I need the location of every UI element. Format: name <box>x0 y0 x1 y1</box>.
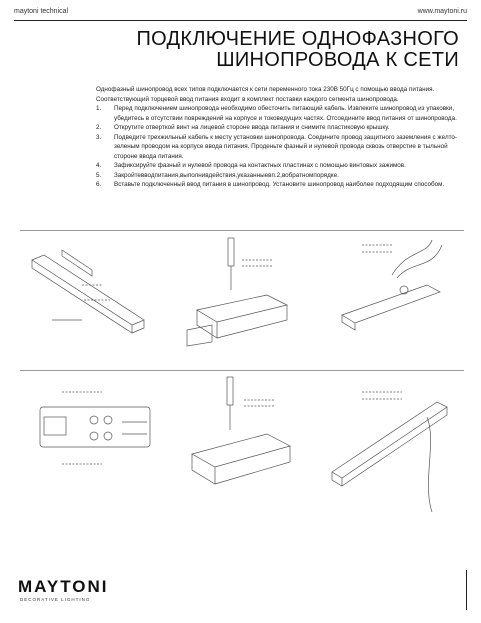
step-text: Открутите отверткой винт на лицевой стороне ввода питания и снимите пластиковую крышку. <box>114 124 390 131</box>
step-number: 6. <box>96 181 102 188</box>
page-title <box>99 29 459 71</box>
title-line-1: ПОДКЛЮЧЕНИЕ ОДНОФАЗНОГО <box>136 28 459 50</box>
step-item <box>96 133 458 162</box>
header-website-link[interactable]: www.maytoni.ru <box>417 8 467 15</box>
step-text: Вставьте подключенный ввод питания в шинопровод. Установите шинопровод наиболее подходящим способом. <box>114 181 445 188</box>
figure-step-5 <box>172 372 312 520</box>
step-number: 2. <box>96 124 102 131</box>
step-item <box>96 171 458 181</box>
illustration-grid <box>20 230 464 560</box>
instructions-body <box>96 85 458 190</box>
step-text: Подведите трехжильный кабель к месту установки шинопровода. Соедините провод защитного заземления с желто-зеленым проводом на корпусе ввода питания. Проденьте фазный и нулевой провода сквозь отверстие в тыльной стороне ввода питания. <box>114 133 458 160</box>
step-text: Зафиксируйте фазный и нулевой провода на контактных пластинах с помощью винтовых зажимов. <box>114 162 406 169</box>
track-detached-illustration <box>22 230 162 378</box>
step-text: Перед подключением шинопровода необходимо обесточить питающий кабель. Извлеките шинопровод из упаковки, убедитесь в отсутствии повреждений на корпусе и токоведущих частях. Отсоедините ввод питания от шинопровода. <box>114 105 457 122</box>
figure-step-3 <box>322 230 462 378</box>
figure-step-2 <box>172 230 312 378</box>
figure-step-6 <box>322 372 462 520</box>
figure-step-1 <box>22 230 162 378</box>
step-item <box>96 161 458 171</box>
insert-feed-illustration <box>322 372 462 520</box>
header-divider <box>14 20 467 21</box>
title-line-2: ШИНОПРОВОДА К СЕТИ <box>216 49 459 71</box>
terminal-wiring-illustration <box>22 372 162 520</box>
step-number: 1. <box>96 105 102 112</box>
step-item <box>96 104 458 123</box>
closing-cover-illustration <box>172 372 312 520</box>
logo-wordmark: MAYTONI <box>18 577 109 596</box>
footer-vertical-rule <box>466 570 467 610</box>
steps-list <box>96 104 458 190</box>
brand-logo <box>18 578 128 602</box>
step-item <box>96 180 458 190</box>
intro-paragraph: Однофазный шинопровод всех типов подключается к сети переменного тока 230В 50Гц с помощью ввода питания. Соответствующий торцевой ввод питания входит в комплект поставки каждого сегмента шинопровода. <box>96 86 435 103</box>
step-number: 4. <box>96 162 102 169</box>
step-text: Закройтевводпитания,выполнивдействия,указанныевп.2,вобратномпорядке. <box>114 171 339 179</box>
step-item <box>96 123 458 133</box>
cable-routing-illustration <box>322 230 462 378</box>
header-brand-label: maytoni technical <box>14 8 69 15</box>
step-number: 5. <box>96 171 102 179</box>
figure-step-4 <box>22 372 162 520</box>
step-number: 3. <box>96 133 102 141</box>
screwdriver-cover-illustration <box>172 230 312 378</box>
logo-tagline: DECORATIVE LIGHTING <box>20 597 91 602</box>
